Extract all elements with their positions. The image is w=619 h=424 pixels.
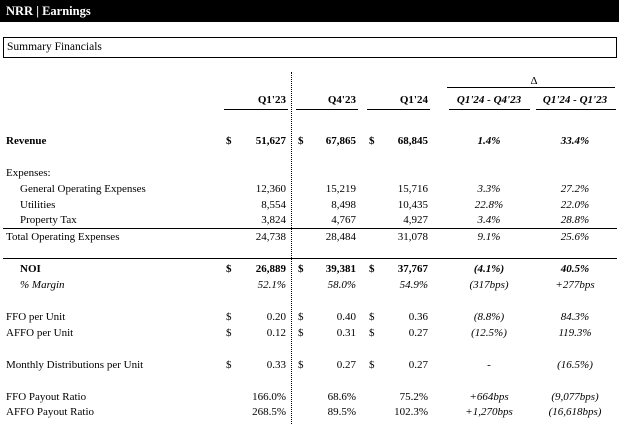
currency-symbol: $ [369,263,375,275]
ffo-payout-q4-23: 68.6% [327,391,356,403]
affo-unit-q1-23: 0.12 [266,327,286,339]
ffo-unit-q1-23: 0.20 [266,311,286,323]
affo-payout-q1-24: 102.3% [394,406,428,418]
col-header-q1-23: Q1'23 [257,94,286,106]
utilities-q1-23: 8,554 [261,199,286,211]
header-underline-q1-24 [367,109,430,110]
distributions-delta-qoq: - [487,359,491,371]
row-label-affo-unit: AFFO per Unit [6,327,74,339]
currency-symbol: $ [298,359,304,371]
distributions-q1-24: 0.27 [408,359,428,371]
ffo-unit-q1-24: 0.36 [408,311,428,323]
distributions-q1-23: 0.33 [266,359,286,371]
dotted-column-separator [291,72,292,424]
row-label-noi: NOI [20,263,41,275]
affo-unit-q1-24: 0.27 [408,327,428,339]
property-tax-q4-23: 4,767 [331,214,356,226]
total-opex-rule [3,228,617,229]
ffo-unit-delta-qoq: (8.8%) [473,311,505,323]
header-underline-q1-23 [224,109,288,110]
general-opex-delta-yoy: 27.2% [560,183,590,195]
margin-q4-23: 58.0% [327,279,356,291]
col-header-q4-23: Q4'23 [327,94,356,106]
affo-unit-delta-yoy: 119.3% [558,327,592,339]
general-opex-q4-23: 15,219 [325,183,356,195]
ffo-payout-delta-qoq: +664bps [469,391,509,403]
total-opex-delta-qoq: 9.1% [477,231,501,243]
affo-payout-q1-23: 268.5% [252,406,286,418]
header-underline-delta-qoq [449,109,530,110]
property-tax-q1-24: 4,927 [403,214,428,226]
col-header-delta-qoq: Q1'24 - Q4'23 [456,94,522,106]
currency-symbol: $ [298,135,304,147]
row-label-total-opex: Total Operating Expenses [6,231,120,243]
property-tax-delta-yoy: 28.8% [560,214,590,226]
currency-symbol: $ [226,311,232,323]
row-label-distributions: Monthly Distributions per Unit [6,359,144,371]
section-title: Summary Financials [7,41,102,53]
margin-delta-qoq: (317bps) [469,279,509,291]
currency-symbol: $ [226,359,232,371]
currency-symbol: $ [369,135,375,147]
noi-q1-23: 26,889 [255,263,286,275]
affo-unit-delta-qoq: (12.5%) [471,327,507,339]
delta-bracket-line [447,87,615,88]
revenue-q1-24: 68,845 [397,135,428,147]
property-tax-q1-23: 3,824 [261,214,286,226]
total-opex-delta-yoy: 25.6% [560,231,590,243]
row-label-revenue: Revenue [6,135,47,147]
affo-payout-delta-qoq: +1,270bps [465,406,513,418]
utilities-delta-yoy: 22.0% [560,199,590,211]
total-opex-q4-23: 28,484 [325,231,356,243]
general-opex-delta-qoq: 3.3% [477,183,501,195]
ffo-unit-delta-yoy: 84.3% [560,311,590,323]
margin-q1-24: 54.9% [399,279,428,291]
currency-symbol: $ [369,327,375,339]
row-label-affo-payout: AFFO Payout Ratio [6,406,95,418]
currency-symbol: $ [369,359,375,371]
currency-symbol: $ [369,311,375,323]
utilities-q1-24: 10,435 [397,199,428,211]
general-opex-q1-24: 15,716 [397,183,428,195]
total-opex-q1-24: 31,078 [397,231,428,243]
currency-symbol: $ [226,135,232,147]
distributions-q4-23: 0.27 [336,359,356,371]
distributions-delta-yoy: (16.5%) [557,359,593,371]
row-label-property-tax: Property Tax [20,214,77,226]
report-title-bar [0,0,619,22]
total-opex-q1-23: 24,738 [255,231,286,243]
section-header [3,37,617,58]
row-label-expenses: Expenses: [6,167,51,179]
affo-payout-q4-23: 89.5% [327,406,356,418]
margin-q1-23: 52.1% [257,279,286,291]
row-label-general-opex: General Operating Expenses [20,183,146,195]
ffo-payout-q1-24: 75.2% [399,391,428,403]
noi-rule [3,258,617,259]
noi-delta-qoq: (4.1%) [473,263,505,275]
report-title: NRR | Earnings [6,4,91,18]
utilities-delta-qoq: 22.8% [474,199,504,211]
noi-q1-24: 37,767 [397,263,428,275]
utilities-q4-23: 8,498 [331,199,356,211]
row-label-ffo-payout: FFO Payout Ratio [6,391,87,403]
header-underline-q4-23 [296,109,358,110]
revenue-q4-23: 67,865 [325,135,356,147]
noi-delta-yoy: 40.5% [560,263,590,275]
revenue-delta-yoy: 33.4% [560,135,590,147]
header-underline-delta-yoy [536,109,616,110]
currency-symbol: $ [298,263,304,275]
affo-unit-q4-23: 0.31 [336,327,356,339]
currency-symbol: $ [226,263,232,275]
col-header-delta-yoy: Q1'24 - Q1'23 [542,94,608,106]
noi-q4-23: 39,381 [325,263,356,275]
general-opex-q1-23: 12,360 [255,183,286,195]
revenue-delta-qoq: 1.4% [477,135,501,147]
ffo-payout-delta-yoy: (9,077bps) [551,391,599,403]
affo-payout-delta-yoy: (16,618bps) [548,406,602,418]
row-label-ffo-unit: FFO per Unit [6,311,66,323]
delta-symbol: Δ [530,75,538,87]
currency-symbol: $ [298,327,304,339]
ffo-payout-q1-23: 166.0% [252,391,286,403]
revenue-q1-23: 51,627 [255,135,286,147]
property-tax-delta-qoq: 3.4% [477,214,501,226]
col-header-q1-24: Q1'24 [399,94,428,106]
margin-delta-yoy: +277bps [555,279,595,291]
row-label-margin: % Margin [20,279,65,291]
ffo-unit-q4-23: 0.40 [336,311,356,323]
currency-symbol: $ [298,311,304,323]
currency-symbol: $ [226,327,232,339]
row-label-utilities: Utilities [20,199,56,211]
